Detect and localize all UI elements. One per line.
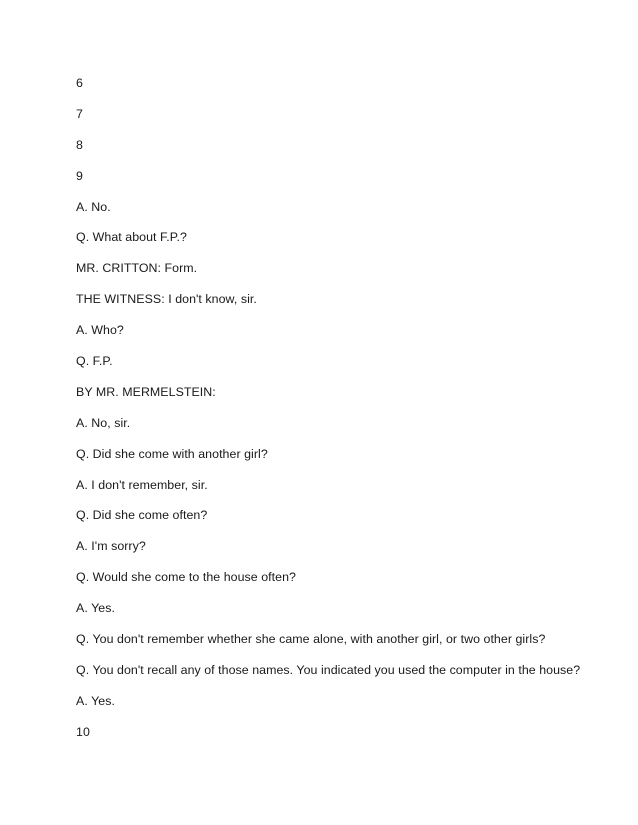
line-number: 9 xyxy=(76,168,83,183)
answer-line: A. Yes. xyxy=(76,693,115,708)
question-line: Q. What about F.P.? xyxy=(76,230,187,245)
line-number: 6 xyxy=(76,76,83,90)
answer-line: A. I'm sorry? xyxy=(76,539,146,554)
line-number: 10 xyxy=(76,724,90,739)
question-line: Q. Did she come with another girl? xyxy=(76,446,268,461)
question-line: Q. Would she come to the house often? xyxy=(76,570,296,585)
speaker-line: THE WITNESS: I don't know, sir. xyxy=(76,292,257,307)
answer-line: A. Yes. xyxy=(76,601,115,616)
examiner-heading: BY MR. MERMELSTEIN: xyxy=(76,384,216,399)
line-number: 8 xyxy=(76,137,83,152)
question-line: Q. Did she come often? xyxy=(76,508,208,523)
answer-line: A. I don't remember, sir. xyxy=(76,477,208,492)
speaker-line: MR. CRITTON: Form. xyxy=(76,261,198,276)
question-line: Q. You don't recall any of those names. You indicated you used the computer in the house? xyxy=(76,662,581,677)
question-line: Q. F.P. xyxy=(76,354,113,369)
transcript-text xyxy=(76,74,616,754)
answer-line: A. No, sir. xyxy=(76,415,131,430)
question-line: Q. You don't remember whether she came alone, with another girl, or two other girls? xyxy=(76,632,546,647)
line-number: 7 xyxy=(76,106,83,121)
answer-line: A. No. xyxy=(76,199,111,214)
answer-line: A. Who? xyxy=(76,323,124,338)
